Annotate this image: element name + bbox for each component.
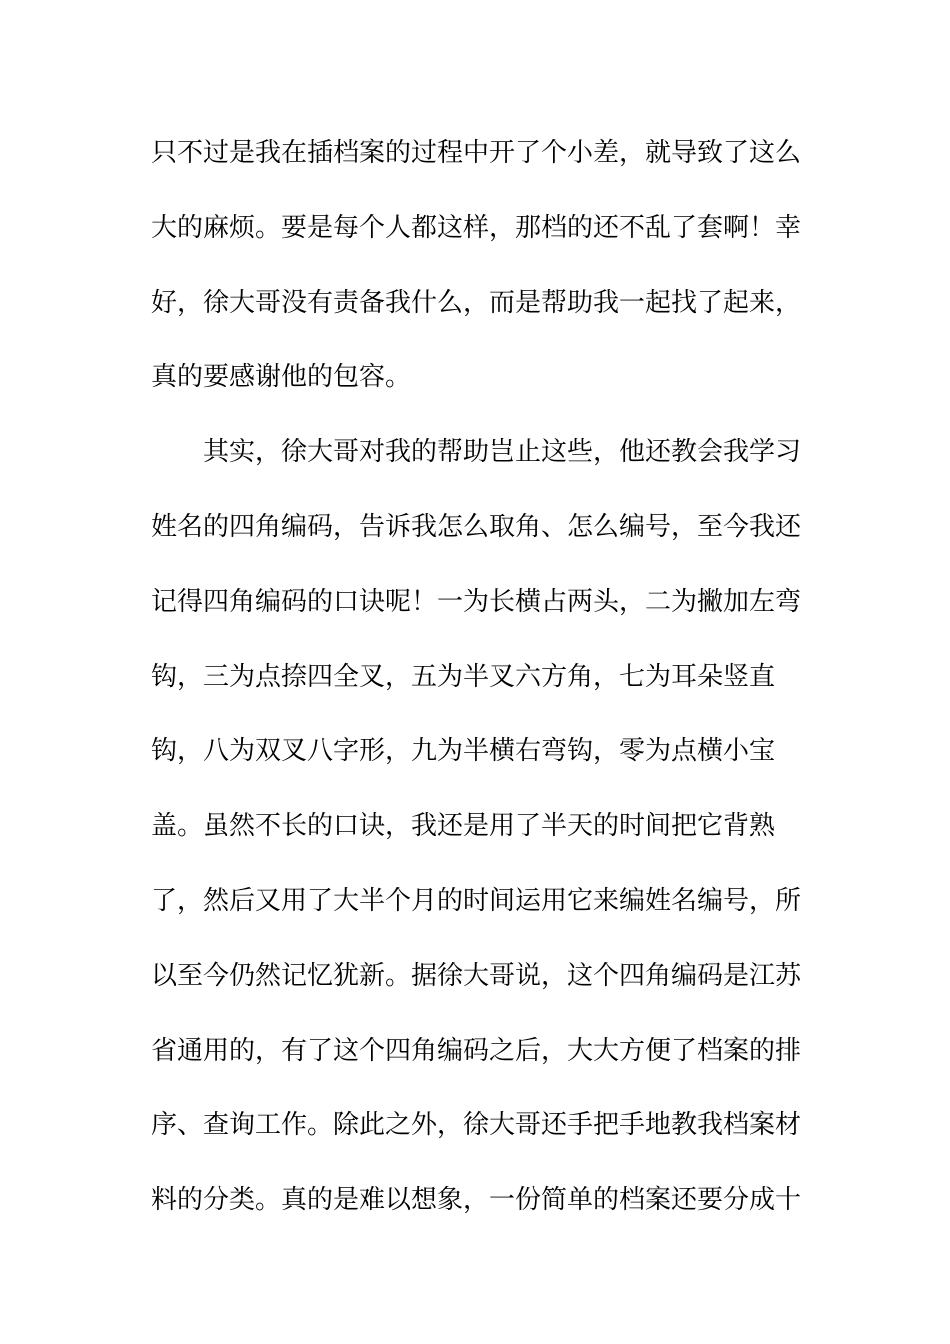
text-line: 大的麻烦。要是每个人都这样，那档的还不乱了套啊！幸 bbox=[151, 212, 802, 243]
text-line: 好，徐大哥没有责备我什么，而是帮助我一起找了起来， bbox=[151, 287, 802, 318]
body-text bbox=[151, 126, 801, 1248]
text-line: 序、查询工作。除此之外，徐大哥还手把手地教我档案材 bbox=[151, 1110, 802, 1141]
paragraph-first-line: 其实，徐大哥对我的帮助岂止这些，他还教会我学习 bbox=[203, 437, 802, 468]
text-line: 只不过是我在插档案的过程中开了个小差，就导致了这么 bbox=[151, 138, 802, 168]
text-line: 省通用的，有了这个四角编码之后，大大方便了档案的排 bbox=[151, 1035, 802, 1066]
text-line: 真的要感谢他的包容。 bbox=[151, 362, 412, 393]
text-line: 了，然后又用了大半个月的时间运用它来编姓名编号，所 bbox=[151, 885, 802, 916]
text-line: 姓名的四角编码，告诉我怎么取角、怎么编号，至今我还 bbox=[151, 511, 802, 542]
text-line: 记得四角编码的口诀呢！一为长横占两头，二为撇加左弯 bbox=[151, 586, 802, 617]
text-line: 料的分类。真的是难以想象，一份简单的档案还要分成十 bbox=[151, 1185, 802, 1216]
text-line: 以至今仍然记忆犹新。据徐大哥说，这个四角编码是江苏 bbox=[151, 960, 802, 991]
text-line: 钩，三为点捺四全叉，五为半叉六方角，七为耳朵竖直 bbox=[151, 661, 776, 692]
text-line: 盖。虽然不长的口诀，我还是用了半天的时间把它背熟 bbox=[151, 811, 776, 842]
text-line: 钩，八为双叉八字形，九为半横右弯钩，零为点横小宝 bbox=[151, 736, 776, 767]
